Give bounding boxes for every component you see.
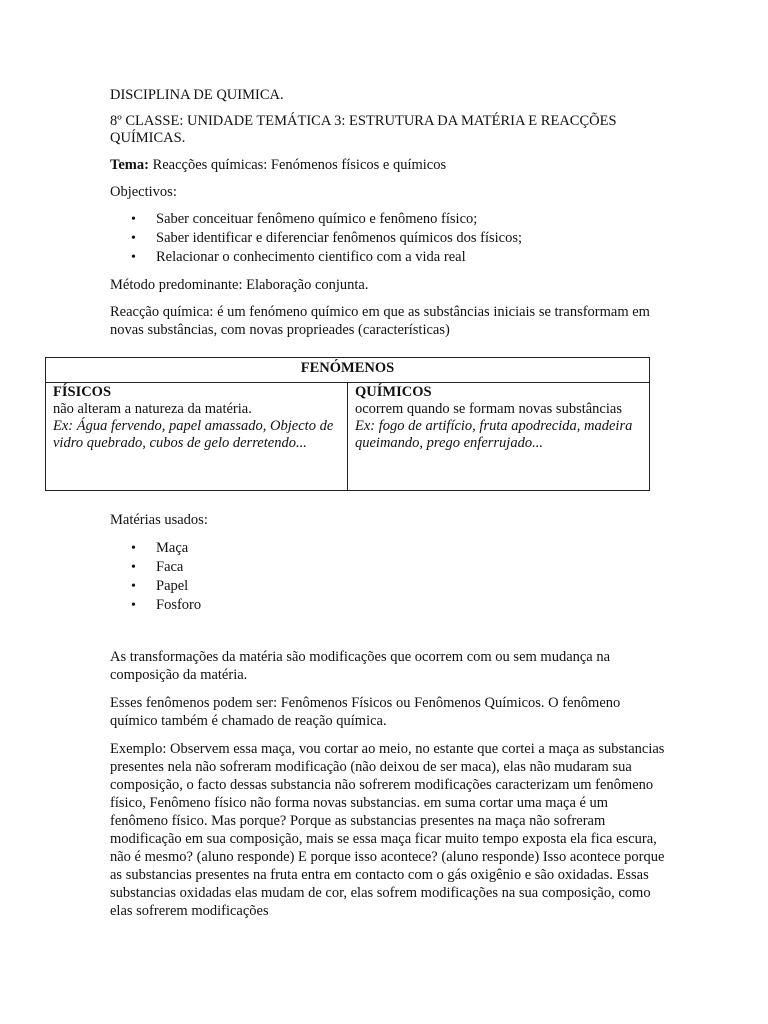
top-section: [110, 86, 665, 348]
objectives-list: [110, 210, 665, 267]
tema-text: Reacções químicas: Fenómenos físicos e químicos: [148, 157, 447, 173]
quimicos-desc: ocorrem quando se formam novas substâncias: [355, 401, 622, 417]
materials-list: [110, 539, 665, 615]
quimicos-example: Ex: fogo de artifício, fruta apodrecida, madeira queimando, prego enferrujado...: [355, 418, 633, 451]
quimicos-cell: [348, 383, 650, 491]
tema-line: [110, 156, 665, 174]
list-item: • Fosforo: [110, 596, 665, 615]
fisicos-example: Ex: Água fervendo, papel amassado, Objecto de vidro quebrado, cubos de gelo derretendo...: [53, 418, 334, 451]
list-item: • Saber conceituar fenômeno químico e fenômeno físico;: [110, 210, 665, 229]
discipline-title: DISCIPLINA DE QUIMICA.: [110, 87, 284, 103]
body-paragraph: Esses fenômenos podem ser: Fenômenos Físicos ou Fenômenos Químicos. O fenômeno químico também é chamado de reação química.: [110, 695, 621, 729]
method-line: Método predominante: Elaboração conjunta.: [110, 277, 369, 293]
spacer: [110, 624, 665, 648]
fisicos-title: FÍSICOS: [53, 384, 112, 400]
list-item: • Relacionar o conhecimento cientifico com a vida real: [110, 248, 665, 267]
body-paragraph: Exemplo: Observem essa maça, vou cortar ao meio, no estante que cortei a maça as substancias presentes nela não sofreram modificação (não deixou de ser maca), elas não mudaram sua composição, o facto dessas substancia não sofrerem modificações caracterizam um fenômeno físico, Fenômeno físico não forma novas substancias. em suma cortar uma maça é um fenômeno físico. Mas porque? Porque as substancias presentes na maça não sofreram modificação em sua composição, mais se essa maça ficar muito tempo exposta ela fica escura, não é mesmo? (aluno responde) E porque isso acontece? (aluno responde) Isso acontece porque as substancias presentes na fruta entra em contacto com o gás oxigênio e são oxidadas. Essas substancias oxidadas elas mudam de cor, elas sofrem modificações na sua composição, como elas sofrerem modificações: [110, 741, 665, 919]
lower-section: [110, 511, 665, 930]
list-item: • Papel: [110, 577, 665, 596]
materials-heading: Matérias usados:: [110, 512, 208, 528]
fisicos-desc: não alteram a natureza da matéria.: [53, 401, 252, 417]
list-item: • Faca: [110, 558, 665, 577]
fisicos-cell: [46, 383, 348, 491]
objectives-heading: Objectivos:: [110, 184, 177, 200]
quimicos-title: QUÍMICOS: [355, 384, 432, 400]
unit-title: 8º CLASSE: UNIDADE TEMÁTICA 3: ESTRUTURA DA MATÉRIA E REACÇÕES QUÍMICAS.: [110, 113, 617, 146]
definition-paragraph: Reacção química: é um fenómeno químico em que as substâncias iniciais se transformam em novas substâncias, com novas proprieades (características): [110, 304, 650, 338]
table-header: FENÓMENOS: [46, 358, 650, 383]
list-item: • Maça: [110, 539, 665, 558]
tema-label: Tema:: [110, 157, 149, 173]
body-paragraph: As transformações da matéria são modificações que ocorrem com ou sem mudança na composição da matéria.: [110, 649, 611, 683]
phenomena-table: [45, 357, 650, 491]
list-item: • Saber identificar e diferenciar fenômenos químicos dos físicos;: [110, 229, 665, 248]
